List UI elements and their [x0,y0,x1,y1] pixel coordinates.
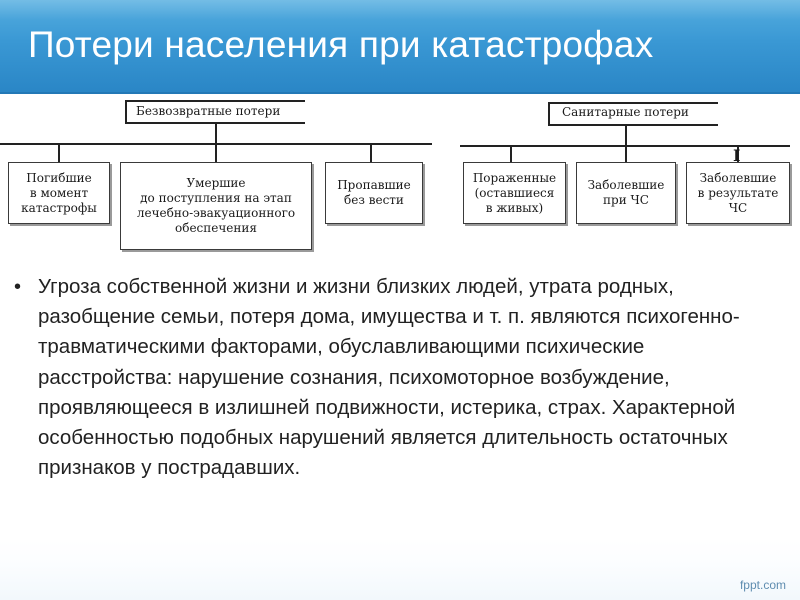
box-affected-survived [463,162,566,224]
sanitary-branch-2 [625,145,627,163]
box-missing-text: Пропавшие без вести [337,178,411,207]
bullet-text: Угроза собственной жизни и жизни близких людей, утрата родных, разобщение семьи, потеря дома, имущества и т. п. являются психогенно-травматическими факторами, обуславливающими психические расстройства: нарушение сознания, психомоторное возбуждение, проявляющееся в излишней подвижности, истерика, страх. Характерной особенностью подобных нарушений является длительность остаточных признаков у пострадавших. [38,275,740,480]
box-sick-as-result [686,162,790,224]
irrecoverable-trunk [215,123,217,143]
text-cursor-marker: I [733,146,741,165]
box-died-before-evacuation [120,162,312,250]
irrecoverable-header-bracket [125,100,127,122]
slide-title: Потери населения при катастрофах [28,24,654,65]
sanitary-trunk [625,125,627,145]
bullet-marker: • [14,276,22,298]
irrecoverable-header-label: Безвозвратные потери [136,104,281,118]
title-banner [0,0,800,94]
box-killed-at-disaster-text: Погибшие в момент катастрофы [21,170,97,215]
irrecoverable-header-top [125,100,305,102]
box-died-before-evacuation-text: Умершие до поступления на этап лечебно-эвакуационного обеспечения [136,176,296,235]
footer-logo: fppt.com [739,578,786,592]
sanitary-header-top [548,102,718,104]
box-affected-survived-text: Пораженные (оставшиеся в живых) [472,170,557,215]
box-killed-at-disaster [8,162,110,224]
losses-diagram [0,92,800,262]
irrecoverable-branch-1 [58,143,60,163]
irrecoverable-branch-2 [215,143,217,163]
irrecoverable-tick [370,147,372,157]
sanitary-header-label: Санитарные потери [562,105,689,119]
sanitary-header-underline [548,124,718,126]
box-missing [325,162,423,224]
box-sick-during-emergency [576,162,676,224]
box-sick-as-result-text: Заболевшие в результате ЧС [697,170,779,215]
box-sick-during-emergency-text: Заболевшие при ЧС [587,178,665,207]
sanitary-branch-1 [510,145,512,163]
sanitary-header-left [548,102,550,124]
